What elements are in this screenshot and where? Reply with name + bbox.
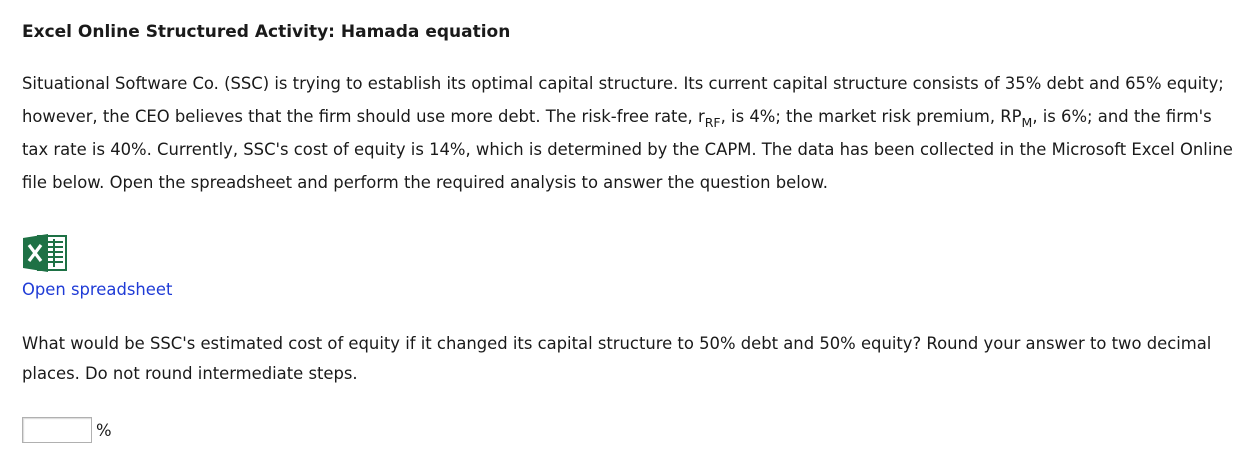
open-spreadsheet-link[interactable]: Open spreadsheet <box>22 280 173 299</box>
excel-icon[interactable] <box>22 233 68 273</box>
question-text: What would be SSC's estimated cost of equity if it changed its capital structure to 50% debt and 50% equity? Round your answer to two decimal places. Do not round intermediate steps. <box>22 334 1212 383</box>
cost-of-equity-input[interactable] <box>22 417 92 443</box>
intro-paragraph <box>22 67 1236 199</box>
activity-page <box>22 20 1236 443</box>
percent-unit: % <box>96 420 112 440</box>
intro-text-part1: Situational Software Co. (SSC) is trying to establish its optimal capital structure. Its current capital structure consists of 35% debt and 65% equity; however, the CEO believes that the firm should use more debt. The risk-free rate, r <box>22 74 1224 126</box>
risk-free-subscript: RF <box>704 115 721 130</box>
intro-text-part3: , is 6%; and the firm's tax rate is 40%. Currently, SSC's cost of equity is 14%, which is determined by the CAPM. The data has been collected in the Microsoft Excel Online file below. Open the spreadsheet and perform the required analysis to answer the question below. <box>22 107 1233 192</box>
market-premium-subscript: M <box>1021 115 1033 130</box>
answer-row <box>22 417 1236 443</box>
page-title: Excel Online Structured Activity: Hamada equation <box>22 22 511 42</box>
intro-text-part2: , is 4%; the market risk premium, RP <box>720 107 1022 126</box>
